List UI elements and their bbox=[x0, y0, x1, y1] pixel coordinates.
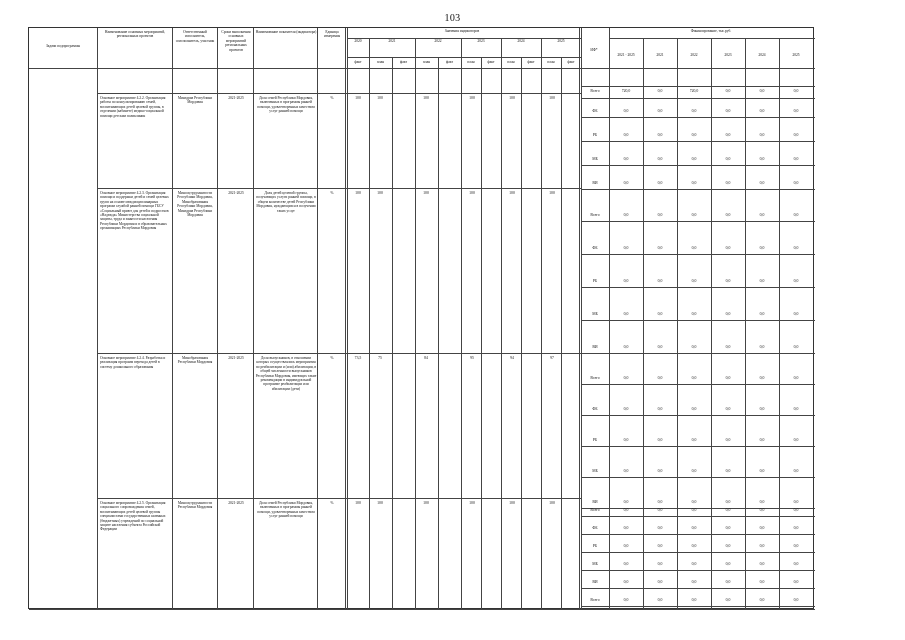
financing-value: 0,0 bbox=[725, 246, 731, 250]
grid-line-h bbox=[97, 498, 581, 499]
grid-line-v bbox=[481, 57, 482, 610]
source-label: МБ bbox=[592, 562, 598, 566]
financing-value: 0,0 bbox=[691, 181, 697, 185]
financing-value: 0,0 bbox=[725, 580, 731, 584]
financing-value: 0,0 bbox=[657, 345, 663, 349]
financing-value: 0,0 bbox=[691, 500, 697, 504]
indicator-value: 73,5 bbox=[354, 356, 362, 360]
indicator-value: 100 bbox=[355, 501, 361, 505]
grid-line-h bbox=[581, 165, 815, 166]
grid-line-h bbox=[581, 98, 815, 99]
grid-line-v bbox=[677, 38, 678, 610]
financing-value: 0,0 bbox=[793, 598, 799, 602]
financing-value: 0,0 bbox=[623, 438, 629, 442]
grid-line-v bbox=[521, 57, 522, 610]
indicator-value: 75 bbox=[378, 356, 382, 360]
financing-value: 0,0 bbox=[623, 500, 629, 504]
financing-value: 0,0 bbox=[793, 376, 799, 380]
financing-value: 0,0 bbox=[623, 279, 629, 283]
grid-line-v bbox=[415, 38, 416, 57]
grid-line-h bbox=[581, 86, 815, 87]
grid-line-v bbox=[369, 57, 370, 610]
grid-line-v bbox=[345, 28, 346, 610]
header-fin-2025: 2025 bbox=[792, 53, 800, 57]
source-label: ВИ bbox=[592, 580, 598, 584]
grid-line-h bbox=[581, 606, 815, 607]
indicator-value: 100 bbox=[509, 96, 515, 100]
indicator-value: 100 bbox=[469, 501, 475, 505]
financing-value: 0,0 bbox=[759, 213, 765, 217]
financing-value: 0,0 bbox=[657, 157, 663, 161]
financing-value: 0,0 bbox=[623, 312, 629, 316]
financing-value: 0,0 bbox=[725, 345, 731, 349]
financing-value: 0,0 bbox=[691, 312, 697, 316]
financing-value: 0,0 bbox=[691, 246, 697, 250]
term: 2021-2025 bbox=[228, 356, 244, 360]
financing-value: 0,0 bbox=[691, 544, 697, 548]
financing-value: 0,0 bbox=[623, 407, 629, 411]
grid-line-v bbox=[217, 28, 218, 610]
grid-line-h bbox=[581, 189, 815, 190]
financing-value: 0,0 bbox=[725, 526, 731, 530]
grid-line-v bbox=[579, 28, 580, 610]
financing-value: 0,0 bbox=[759, 526, 765, 530]
grid-line-h bbox=[97, 93, 581, 94]
grid-line-v bbox=[745, 38, 746, 610]
financing-value: 0,0 bbox=[691, 279, 697, 283]
financing-value: 0,0 bbox=[793, 157, 799, 161]
financing-value: 0,0 bbox=[759, 544, 765, 548]
grid-line-v bbox=[392, 57, 393, 610]
grid-line-h bbox=[581, 570, 815, 571]
grid-line-h bbox=[581, 353, 815, 354]
grid-line-v bbox=[501, 38, 502, 57]
source-label: ФБ bbox=[592, 526, 598, 530]
financing-value: 0,0 bbox=[759, 508, 765, 512]
grid-line-v bbox=[711, 38, 712, 610]
financing-value: 0,0 bbox=[725, 508, 731, 512]
indicator-value: 94 bbox=[510, 356, 514, 360]
financing-value: 0,0 bbox=[623, 544, 629, 548]
header-year-2020: 2020 bbox=[354, 39, 362, 43]
header-event: Наименование основных мероприятий, региональных проектов bbox=[104, 30, 166, 39]
financing-value: 0,0 bbox=[657, 562, 663, 566]
term: 2021-2025 bbox=[228, 96, 244, 100]
financing-value: 0,0 bbox=[793, 469, 799, 473]
financing-value: 0,0 bbox=[691, 469, 697, 473]
financing-value: 0,0 bbox=[623, 213, 629, 217]
financing-value: 0,0 bbox=[623, 469, 629, 473]
grid-line-h bbox=[581, 320, 815, 321]
subheader-fact: факт bbox=[527, 60, 535, 64]
event-name: Основное мероприятие 4.2.5. Организация социального сопровождения семей, воспитывающих детей целевой группы специалистами государственных казенных (бюджетных) учреждений по социальной защите населения субъекта Российской Федерации bbox=[100, 501, 166, 532]
financing-value: 0,0 bbox=[691, 562, 697, 566]
financing-value: 0,0 bbox=[759, 181, 765, 185]
source-label: Всего bbox=[590, 89, 600, 93]
indicator-value: 84 bbox=[424, 356, 428, 360]
financing-value: 0,0 bbox=[793, 580, 799, 584]
grid-line-h bbox=[609, 38, 815, 39]
indicator-value: 100 bbox=[377, 501, 383, 505]
financing-value: 0,0 bbox=[623, 109, 629, 113]
indicator-value: 100 bbox=[423, 501, 429, 505]
grid-line-v bbox=[541, 38, 542, 57]
source-label: РБ bbox=[592, 438, 598, 442]
indicator-value: 100 bbox=[549, 501, 555, 505]
source-label: ВИ bbox=[592, 345, 598, 349]
financing-value: 0,0 bbox=[657, 407, 663, 411]
grid-line-v bbox=[369, 38, 370, 57]
financing-value: 0,0 bbox=[759, 89, 765, 93]
event-name: Основное мероприятие 4.2.3. Организация помощи и поддержки детей и семей целевых групп на основе междисциплинарных программ службой ранней помощи ГБСУ «Социальный приют для детей и подростков «Надежда» Министерства социальной защиты, труда и занятости населения Республики Мордовия и в образовательных организациях Республики Мордовия bbox=[100, 191, 169, 231]
financing-value: 0,0 bbox=[793, 109, 799, 113]
financing-value: 0,0 bbox=[759, 246, 765, 250]
financing-value: 0,0 bbox=[657, 469, 663, 473]
header-source: ИФ* bbox=[590, 48, 598, 52]
indicator-value: 95 bbox=[470, 356, 474, 360]
financing-value: 0,0 bbox=[793, 279, 799, 283]
financing-value: 0,0 bbox=[793, 526, 799, 530]
financing-value: 0,0 bbox=[691, 580, 697, 584]
financing-value: 0,0 bbox=[759, 562, 765, 566]
financing-value: 0,0 bbox=[725, 133, 731, 137]
financing-value: 0,0 bbox=[623, 246, 629, 250]
subheader-fact: факт bbox=[445, 60, 454, 64]
grid-line-h bbox=[581, 287, 815, 288]
grid-line-v bbox=[317, 28, 318, 610]
financing-value: 0,0 bbox=[691, 157, 697, 161]
financing-value: 0,0 bbox=[691, 213, 697, 217]
executor-name: Минздрав Республики Мордовия bbox=[177, 96, 213, 105]
financing-value: 0,0 bbox=[657, 598, 663, 602]
financing-value: 0,0 bbox=[793, 407, 799, 411]
financing-value: 0,0 bbox=[759, 407, 765, 411]
grid-line-h bbox=[347, 57, 581, 58]
grid-line-h bbox=[581, 117, 815, 118]
subheader-plan: план bbox=[507, 60, 515, 64]
financing-value: 0,0 bbox=[725, 438, 731, 442]
grid-line-v bbox=[779, 38, 780, 610]
financing-value: 0,0 bbox=[657, 246, 663, 250]
grid-line-h bbox=[581, 221, 815, 222]
header-term: Сроки выполнения основных мероприятий региональных проектов bbox=[221, 30, 251, 52]
source-label: Всего bbox=[590, 376, 600, 380]
source-label: РБ bbox=[592, 279, 598, 283]
subheader-fact: факт bbox=[399, 60, 408, 64]
header-indicator: Наименование показателя (индикатора) bbox=[255, 30, 317, 34]
indicator-value: 100 bbox=[355, 96, 361, 100]
header-fin-2021: 2021 bbox=[656, 53, 664, 57]
financing-value: 0,0 bbox=[793, 562, 799, 566]
header-year-2023: 2023 bbox=[477, 39, 485, 43]
financing-value: 720,0 bbox=[621, 89, 631, 93]
financing-value: 0,0 bbox=[725, 181, 731, 185]
source-label: Всего bbox=[590, 213, 600, 217]
financing-value: 0,0 bbox=[725, 89, 731, 93]
grid-line-v bbox=[461, 57, 462, 610]
financing-value: 0,0 bbox=[725, 407, 731, 411]
financing-value: 0,0 bbox=[725, 109, 731, 113]
financing-value: 0,0 bbox=[657, 438, 663, 442]
source-label: ФБ bbox=[592, 109, 598, 113]
executor-name: Минсоцтрудзанятости Республики Мордовия bbox=[177, 501, 213, 510]
header-fin-2021-2025: 2021 - 2025 bbox=[617, 53, 635, 57]
grid-line-v bbox=[347, 28, 348, 610]
financing-value: 0,0 bbox=[793, 508, 799, 512]
term: 2021-2025 bbox=[228, 501, 244, 505]
source-label: МБ bbox=[592, 312, 598, 316]
financing-value: 0,0 bbox=[657, 133, 663, 137]
grid-line-v bbox=[501, 57, 502, 610]
grid-line-h bbox=[581, 415, 815, 416]
header-values: Значения индикаторов bbox=[444, 29, 480, 33]
financing-value: 0,0 bbox=[657, 89, 663, 93]
grid-line-v bbox=[172, 28, 173, 610]
financing-value: 0,0 bbox=[725, 562, 731, 566]
header-year-2024: 2024 bbox=[517, 39, 525, 43]
grid-line-h bbox=[97, 353, 581, 354]
financing-value: 0,0 bbox=[657, 279, 663, 283]
indicator-value: 100 bbox=[423, 96, 429, 100]
source-label: ВИ bbox=[592, 181, 598, 185]
unit: % bbox=[330, 356, 334, 360]
financing-value: 0,0 bbox=[657, 544, 663, 548]
financing-value: 0,0 bbox=[725, 500, 731, 504]
subheader-plan: план bbox=[376, 60, 385, 64]
financing-value: 0,0 bbox=[623, 526, 629, 530]
financing-value: 0,0 bbox=[623, 133, 629, 137]
financing-value: 0,0 bbox=[793, 133, 799, 137]
grid-line-h bbox=[581, 446, 815, 447]
subheader-plan: план bbox=[467, 60, 475, 64]
financing-value: 0,0 bbox=[793, 500, 799, 504]
grid-line-v bbox=[643, 38, 644, 610]
financing-value: 0,0 bbox=[657, 109, 663, 113]
indicator-value: 100 bbox=[377, 191, 383, 195]
financing-value: 0,0 bbox=[759, 109, 765, 113]
financing-value: 0,0 bbox=[657, 508, 663, 512]
financing-value: 0,0 bbox=[759, 469, 765, 473]
indicator-value: 100 bbox=[549, 191, 555, 195]
header-unit: Единица измерения bbox=[323, 30, 341, 39]
financing-value: 0,0 bbox=[793, 345, 799, 349]
indicator-value: 100 bbox=[469, 96, 475, 100]
subheader-plan: план bbox=[547, 60, 555, 64]
financing-value: 0,0 bbox=[793, 312, 799, 316]
financing-value: 0,0 bbox=[725, 312, 731, 316]
financing-value: 0,0 bbox=[759, 376, 765, 380]
indicator-value: 100 bbox=[509, 191, 515, 195]
financing-value: 0,0 bbox=[657, 312, 663, 316]
header-executor: Ответственный исполнитель, соисполнитель, участник bbox=[175, 30, 215, 43]
financing-value: 0,0 bbox=[691, 133, 697, 137]
source-label: ВИ bbox=[592, 500, 598, 504]
subheader-fact: факт bbox=[354, 60, 362, 64]
financing-value: 0,0 bbox=[623, 598, 629, 602]
indicator-value: 100 bbox=[549, 96, 555, 100]
indicator-value: 100 bbox=[355, 191, 361, 195]
financing-value: 0,0 bbox=[793, 213, 799, 217]
source-label: РБ bbox=[592, 133, 598, 137]
grid-line-v bbox=[561, 57, 562, 610]
grid-line-h bbox=[581, 477, 815, 478]
financing-value: 0,0 bbox=[623, 376, 629, 380]
financing-value: 0,0 bbox=[759, 438, 765, 442]
event-name: Основное мероприятие 4.2.4. Разработка и реализация программ перехода детей в систему дошкольного образования bbox=[100, 356, 166, 369]
grid-line-h bbox=[581, 384, 815, 385]
source-label: Всего bbox=[590, 508, 600, 512]
financing-value: 0,0 bbox=[623, 562, 629, 566]
header-fin-2023: 2023 bbox=[724, 53, 732, 57]
indicator-name: Доля семей Республики Мордовия, включенных в программы ранней помощи, удовлетворенных качеством услуг ранней помощи bbox=[257, 96, 315, 114]
financing-value: 0,0 bbox=[725, 598, 731, 602]
unit: % bbox=[330, 191, 334, 195]
financing-value: 0,0 bbox=[657, 526, 663, 530]
indicator-name: Доля детей целевой группы, получающих услуги ранней помощи, в общем количестве детей Республики Мордовия, нуждающихся в получении таких услуг bbox=[256, 191, 316, 213]
unit: % bbox=[330, 501, 334, 505]
financing-value: 0,0 bbox=[657, 213, 663, 217]
header-year-2021: 2021 bbox=[388, 39, 396, 43]
grid-line-v bbox=[541, 57, 542, 610]
financing-value: 0,0 bbox=[759, 133, 765, 137]
source-label: Всего bbox=[590, 598, 600, 602]
financing-value: 0,0 bbox=[691, 526, 697, 530]
subheader-fact: факт bbox=[487, 60, 495, 64]
grid-line-v bbox=[415, 57, 416, 610]
event-name: Основное мероприятие 4.2.2. Организация работы по консультированию семей, воспитывающих детей целевой группы, в отделении (кабинете) медико-социальной помощи детским поликлиник bbox=[100, 96, 166, 118]
indicator-value: 100 bbox=[509, 501, 515, 505]
grid-line-h bbox=[581, 552, 815, 553]
indicator-value: 100 bbox=[377, 96, 383, 100]
financing-value: 0,0 bbox=[691, 407, 697, 411]
source-label: МБ bbox=[592, 157, 598, 161]
grid-line-h bbox=[581, 141, 815, 142]
grid-line-v bbox=[253, 28, 254, 610]
financing-value: 0,0 bbox=[623, 157, 629, 161]
program-table bbox=[28, 27, 814, 609]
financing-value: 0,0 bbox=[691, 438, 697, 442]
indicator-name: Доля семей Республики Мордовия, включенных в программы ранней помощи, удовлетворенных качеством услуг ранней помощи bbox=[257, 501, 315, 519]
financing-value: 0,0 bbox=[759, 580, 765, 584]
financing-value: 720,0 bbox=[689, 89, 699, 93]
financing-value: 0,0 bbox=[691, 109, 697, 113]
financing-value: 0,0 bbox=[623, 181, 629, 185]
header-financing: Финансирование, тыс.руб. bbox=[690, 29, 732, 33]
financing-value: 0,0 bbox=[793, 89, 799, 93]
header-task: Задачи подпрограммы bbox=[45, 44, 81, 48]
source-label: РБ bbox=[592, 544, 598, 548]
financing-value: 0,0 bbox=[623, 580, 629, 584]
grid-line-h bbox=[97, 188, 581, 189]
financing-value: 0,0 bbox=[793, 544, 799, 548]
financing-value: 0,0 bbox=[657, 376, 663, 380]
page-number: 103 bbox=[444, 13, 461, 24]
financing-value: 0,0 bbox=[725, 376, 731, 380]
financing-value: 0,0 bbox=[793, 246, 799, 250]
indicator-value: 97 bbox=[550, 356, 554, 360]
financing-value: 0,0 bbox=[657, 500, 663, 504]
indicator-name: Доля выпускников, в отношении которых осуществлялись мероприятия по реабилитации и (или) абилитации, в общей численности выпускников Республики Мордовия, имеющих такие рекомендации в индивидуальной программе реабилитации или абилитации (дети) bbox=[255, 356, 317, 391]
financing-value: 0,0 bbox=[691, 508, 697, 512]
term: 2021-2025 bbox=[228, 191, 244, 195]
header-year-2025: 2025 bbox=[557, 39, 565, 43]
grid-line-v bbox=[438, 57, 439, 610]
subheader-plan: план bbox=[422, 60, 431, 64]
financing-value: 0,0 bbox=[657, 181, 663, 185]
indicator-value: 100 bbox=[423, 191, 429, 195]
financing-value: 0,0 bbox=[793, 181, 799, 185]
source-label: МБ bbox=[592, 469, 598, 473]
grid-line-v bbox=[581, 28, 582, 610]
grid-line-h bbox=[347, 38, 581, 39]
financing-value: 0,0 bbox=[725, 544, 731, 548]
unit: % bbox=[330, 96, 334, 100]
financing-value: 0,0 bbox=[759, 345, 765, 349]
grid-line-h bbox=[29, 609, 815, 610]
executor-name: Минсоцтрудзанятости Республики Мордовия, Минобразования Республики Мордовия, Минздрав Республики Мордовия bbox=[177, 191, 213, 218]
financing-value: 0,0 bbox=[793, 438, 799, 442]
grid-line-h bbox=[581, 516, 815, 517]
financing-value: 0,0 bbox=[759, 279, 765, 283]
grid-line-h bbox=[581, 534, 815, 535]
financing-value: 0,0 bbox=[759, 500, 765, 504]
financing-value: 0,0 bbox=[725, 469, 731, 473]
financing-value: 0,0 bbox=[691, 376, 697, 380]
header-fin-2024: 2024 bbox=[758, 53, 766, 57]
header-year-2022: 2022 bbox=[434, 39, 442, 43]
source-label: ФБ bbox=[592, 407, 598, 411]
subheader-fact: факт bbox=[567, 60, 575, 64]
header-fin-2022: 2022 bbox=[690, 53, 698, 57]
financing-value: 0,0 bbox=[759, 312, 765, 316]
grid-line-h bbox=[581, 254, 815, 255]
grid-line-h bbox=[29, 68, 815, 69]
financing-value: 0,0 bbox=[691, 598, 697, 602]
financing-value: 0,0 bbox=[623, 345, 629, 349]
financing-value: 0,0 bbox=[657, 580, 663, 584]
source-label: ФБ bbox=[592, 246, 598, 250]
indicator-value: 100 bbox=[469, 191, 475, 195]
financing-value: 0,0 bbox=[725, 213, 731, 217]
financing-value: 0,0 bbox=[759, 598, 765, 602]
financing-value: 0,0 bbox=[725, 157, 731, 161]
financing-value: 0,0 bbox=[691, 345, 697, 349]
financing-value: 0,0 bbox=[759, 157, 765, 161]
financing-value: 0,0 bbox=[623, 508, 629, 512]
grid-line-v bbox=[609, 28, 610, 610]
grid-line-v bbox=[461, 38, 462, 57]
grid-line-v bbox=[97, 28, 98, 610]
financing-value: 0,0 bbox=[725, 279, 731, 283]
grid-line-h bbox=[581, 588, 815, 589]
executor-name: Минобразования Республики Мордовия bbox=[177, 356, 213, 365]
